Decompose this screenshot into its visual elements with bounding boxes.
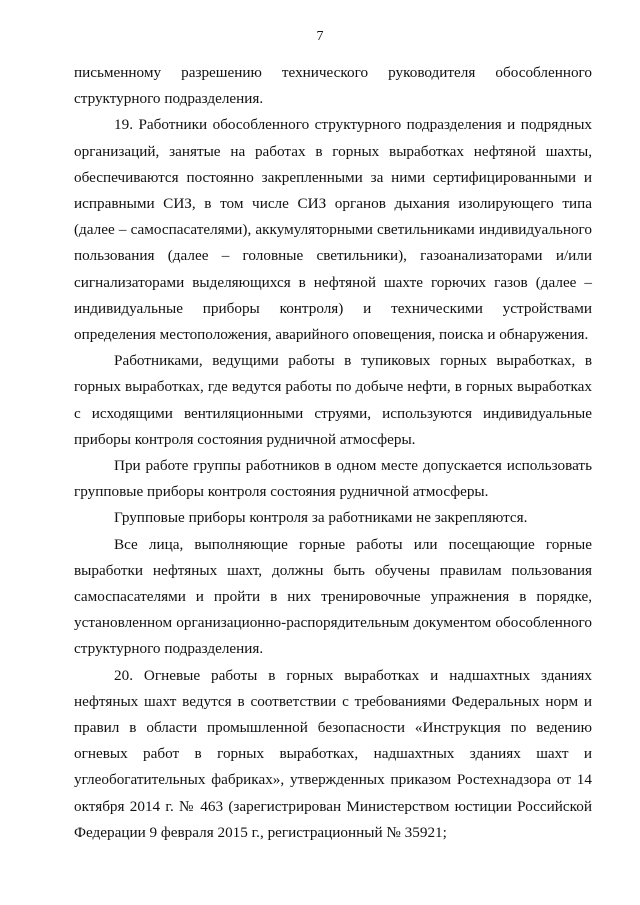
paragraph-continuation: письменному разрешению технического руководителя обособленного структурного подразделения.: [74, 64, 592, 108]
paragraph-item-20: 20. Огневые работы в горных выработках и надшахтных зданиях нефтяных шахт ведутся в соответствии с требованиями Федеральных норм и правил в области промышленной безопасности «Инструкция по ведению огневых работ в горных выработках, надшахтных зданиях шахт и углеобогатительных фабриках», утвержденных приказом Ростехнадзора от 14 октября 2014 г. № 463 (зарегистрирован Министерством юстиции Российской Федерации 9 февраля 2015 г., регистрационный № 35921;: [74, 666, 592, 841]
document-body: [74, 60, 592, 846]
paragraph-item-19: 19. Работники обособленного структурного подразделения и подрядных организаций, занятые на работах в горных выработках нефтяной шахты, обеспечиваются постоянно закрепленными за ними сертифицированными и исправными СИЗ, в том числе СИЗ органов дыхания изолирующего типа (далее – самоспасателями), аккумуляторными светильниками индивидуального пользования (далее – головные светильники), газоанализаторами и/или сигнализаторами выделяющихся в нефтяной шахте горючих газов (далее – индивидуальные приборы контроля) и техническими устройствами определения местоположения, аварийного оповещения, поиска и обнаружения.: [74, 116, 592, 344]
paragraph-monitoring-devices: Работниками, ведущими работы в тупиковых горных выработках, в горных выработках, где ведутся работы по добыче нефти, в горных выработках с исходящими вентиляционными струями, используются индивидуальные приборы контроля состояния рудничной атмосферы.: [74, 352, 592, 448]
paragraph-not-assigned: Групповые приборы контроля за работниками не закрепляются.: [114, 509, 528, 527]
paragraph-training: Все лица, выполняющие горные работы или посещающие горные выработки нефтяных шахт, должны быть обучены правилам пользования самоспасателями и пройти в них тренировочные упражнения в порядке, установленном организационно-распорядительным документом обособленного структурного подразделения.: [74, 535, 592, 658]
page-number: 7: [316, 29, 324, 44]
paragraph-group-devices: При работе группы работников в одном месте допускается использовать групповые приборы контроля состояния рудничной атмосферы.: [74, 457, 592, 501]
